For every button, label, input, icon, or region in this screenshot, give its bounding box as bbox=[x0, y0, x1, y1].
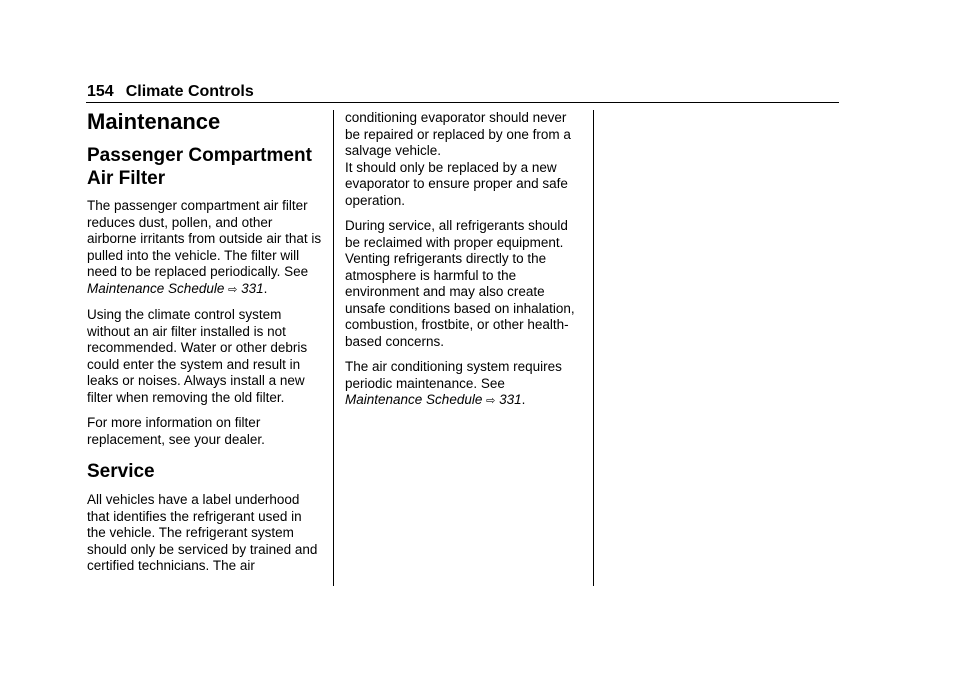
column-middle bbox=[345, 110, 581, 419]
chapter-title: Climate Controls bbox=[125, 83, 254, 100]
page-ref-number: 331 bbox=[499, 392, 522, 407]
page-ref-number: 331 bbox=[241, 280, 264, 296]
heading-maintenance: Maintenance bbox=[87, 109, 221, 134]
column-divider-2 bbox=[593, 110, 594, 586]
paragraph-service-label: All vehicles have a label underhood that identifies the refrigerant used in the vehicle. The refrigerant system should only be serviced by trained and certified technicians. The air bbox=[87, 492, 318, 573]
header-rule bbox=[86, 102, 839, 103]
sentence-end: . bbox=[263, 280, 268, 296]
paragraph-evaporator-replace: It should only be replaced by a new evaporator to ensure proper and safe operation. bbox=[345, 159, 568, 208]
link-text: Maintenance Schedule bbox=[345, 392, 483, 407]
maintenance-schedule-link-1[interactable] bbox=[87, 281, 264, 296]
paragraph-no-filter-warning: Using the climate control system without an air filter installed is not recommended. Water or other debris could enter the system and result in leaks or noises. Always install a new filter when removing the old filter. bbox=[87, 307, 308, 405]
column-divider-1 bbox=[333, 110, 334, 586]
filter-intro-text: The passenger compartment air filter reduces dust, pollen, and other airborne irritants from outside air that is pulled into the vehicle. The filter will need to be replaced periodically. See bbox=[87, 198, 322, 279]
heading-air-filter: Passenger Compartment Air Filter bbox=[87, 145, 312, 189]
page-ref-arrow-icon: ⇨ bbox=[486, 395, 496, 407]
link-text: Maintenance Schedule bbox=[87, 280, 225, 296]
paragraph-filter-intro bbox=[87, 198, 323, 298]
page-number: 154 bbox=[87, 83, 114, 100]
page-ref-arrow-icon: ⇨ bbox=[228, 283, 238, 296]
heading-service: Service bbox=[87, 461, 155, 482]
sentence-end: . bbox=[521, 392, 526, 407]
paragraph-refrigerants: During service, all refrigerants should be reclaimed with proper equipment. Venting refrigerants directly to the atmosphere is harmful to the environment and may also create unsafe conditions based on inhalation, combustion, frostbite, or other health-based concerns. bbox=[345, 218, 575, 349]
maintenance-schedule-link-2[interactable] bbox=[345, 392, 522, 407]
page-header bbox=[87, 82, 254, 102]
paragraph-more-info: For more information on filter replacement, see your dealer. bbox=[87, 415, 265, 447]
column-left bbox=[87, 108, 323, 575]
paragraph-periodic-maintenance bbox=[345, 359, 581, 410]
periodic-maintenance-text: The air conditioning system requires periodic maintenance. See bbox=[345, 359, 562, 391]
paragraph-evaporator: conditioning evaporator should never be repaired or replaced by one from a salvage vehicle. bbox=[345, 110, 571, 158]
